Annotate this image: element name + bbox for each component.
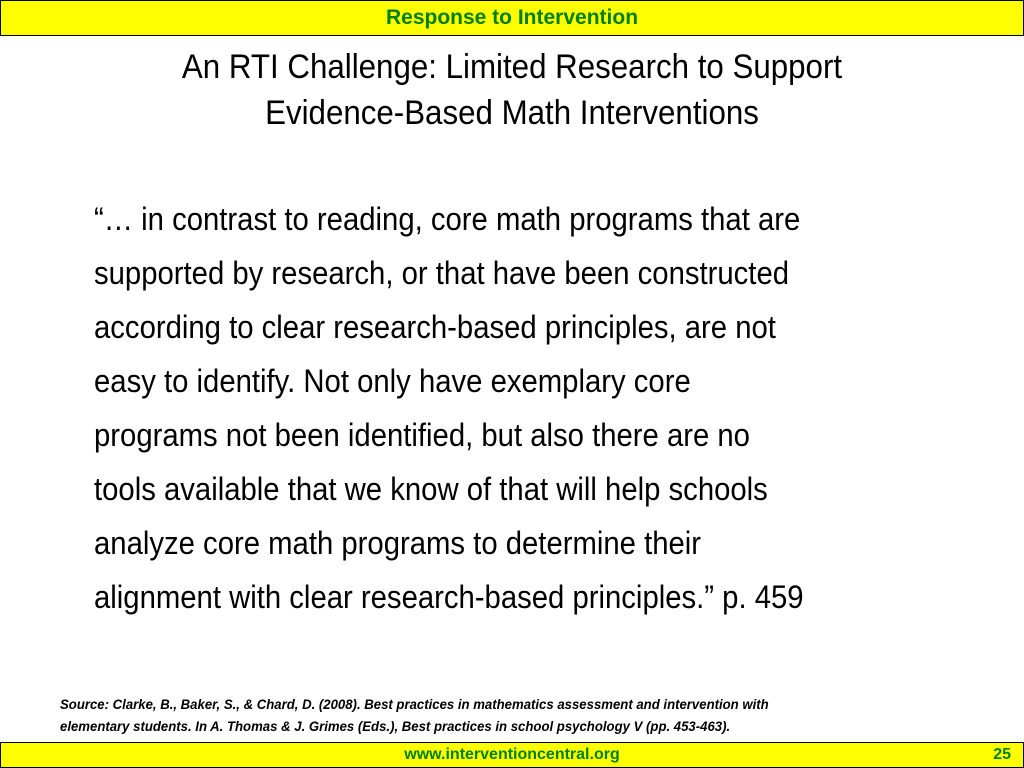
quote-line: “… in contrast to reading, core math programs that are — [94, 201, 801, 237]
quote-line: alignment with clear research-based principles.” p. 459 — [94, 579, 804, 615]
slide-title-line-1: An RTI Challenge: Limited Research to Support — [181, 48, 843, 86]
header-banner — [0, 0, 1024, 36]
quote-block — [94, 192, 972, 624]
quote-line: according to clear research-based principles, are not — [94, 309, 776, 345]
quote-line: programs not been identified, but also there are no — [94, 417, 750, 453]
source-citation-line-2: elementary students. In A. Thomas & J. Grimes (Eds.), Best practices in school psychology V (pp. 453-463). — [60, 718, 731, 734]
quote-line: supported by research, or that have been constructed — [94, 255, 790, 291]
quote-line: analyze core math programs to determine their — [94, 525, 702, 561]
slide-title — [96, 44, 928, 136]
slide-title-line-2: Evidence-Based Math Interventions — [265, 94, 759, 132]
footer-url-link[interactable]: www.interventioncentral.org — [404, 746, 620, 763]
source-citation-line-1: Source: Clarke, B., Baker, S., & Chard, D. (2008). Best practices in mathematics assessment and intervention with — [60, 696, 769, 712]
footer-banner — [0, 742, 1024, 768]
quote-line: easy to identify. Not only have exemplary core — [94, 363, 691, 399]
header-banner-title: Response to Intervention — [385, 6, 639, 29]
page-number: 25 — [993, 746, 1011, 763]
quote-line: tools available that we know of that will help schools — [94, 471, 768, 507]
source-citation — [60, 693, 962, 737]
